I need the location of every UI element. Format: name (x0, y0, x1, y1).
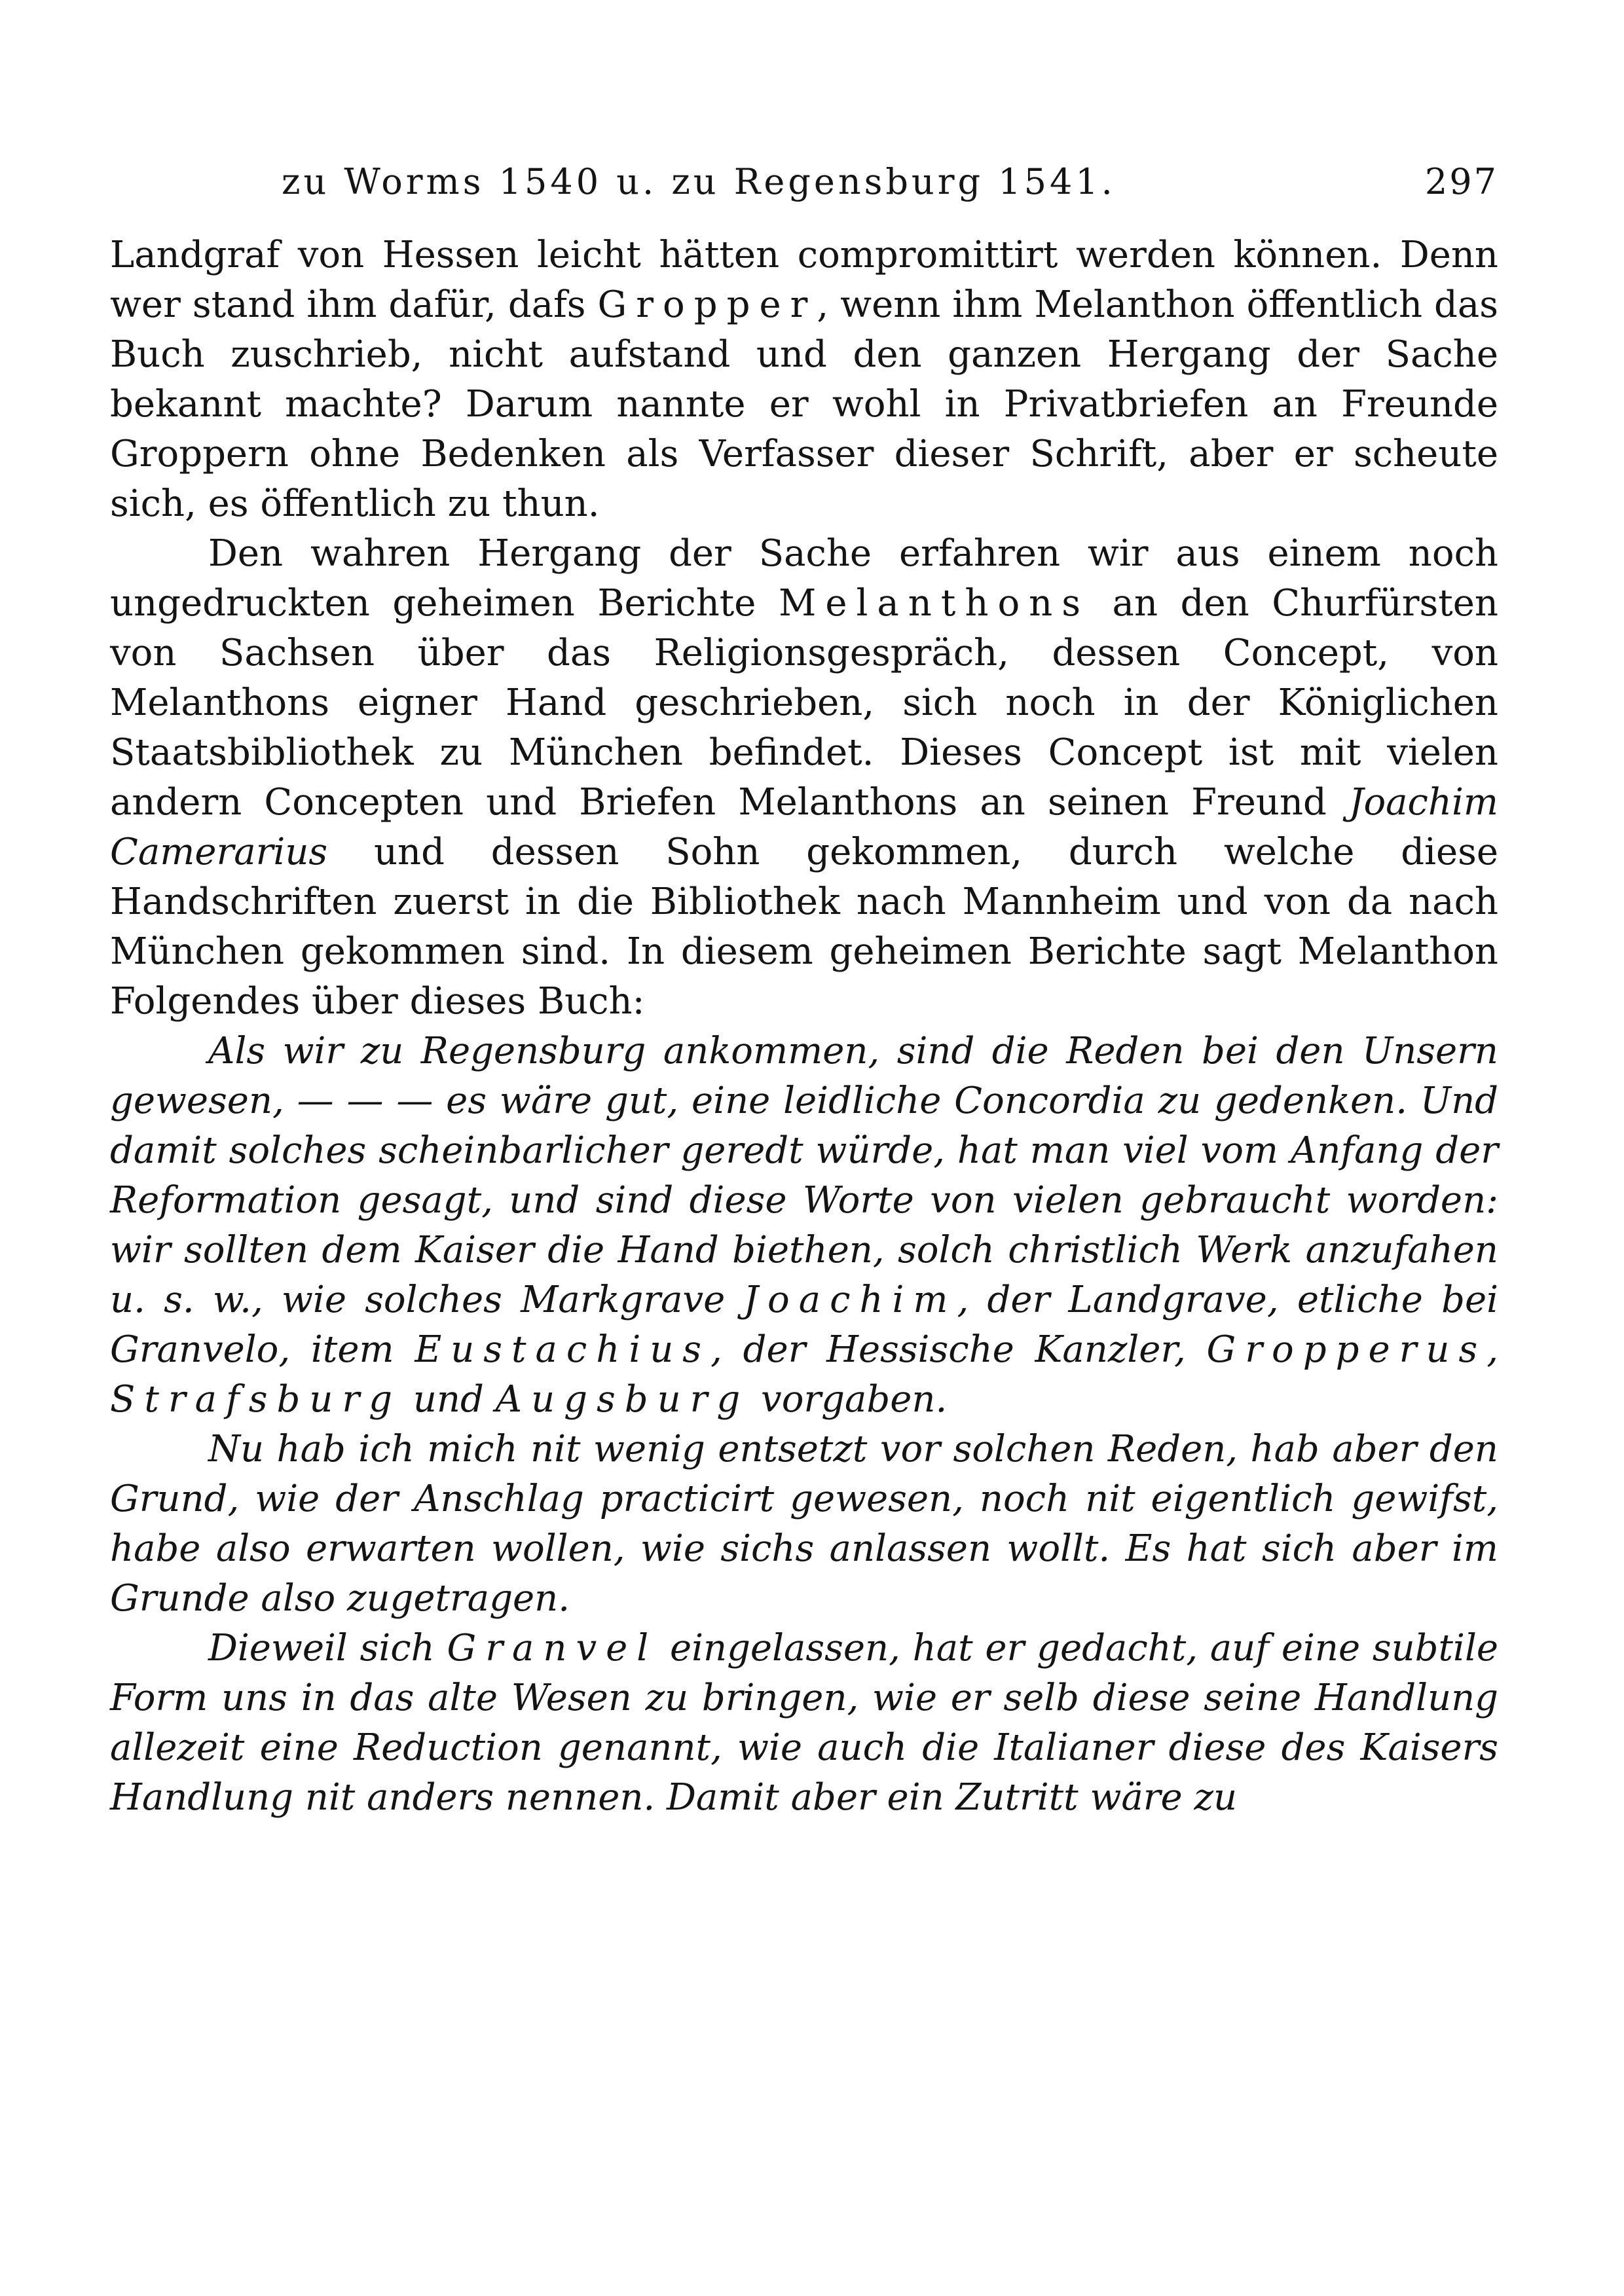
text-segment: , der Landgrave, etliche bei Granvelo, item (110, 1279, 1499, 1371)
text-segment: Gropperus (1206, 1328, 1487, 1371)
text-segment: , der Hessische Kanzler, (710, 1328, 1207, 1371)
text-segment: Gropper (597, 283, 817, 326)
text-segment: Joachim Camerarius (110, 781, 1498, 873)
text-segment: und dessen Sohn gekommen, durch welche diese Handschriften zuerst in die Bibliothek nach Mannheim und von da nach München gekommen sind. In diesem geheimen Berichte sagt Melanthon Folgendes über dieses Buch: (110, 831, 1498, 1023)
text-segment: eingelassen, hat er gedacht, auf eine subtile Form uns in das alte Wesen zu bringen, wie er selb diese seine Handlung allezeit eine Reduction genannt, wie auch die Italianer diese des Kaisers Handlung nit anders nennen. Damit aber ein Zutritt wäre zu (110, 1627, 1498, 1819)
page-number: 297 (1424, 161, 1498, 202)
text-segment: Landgraf von Hessen leicht hätten compromittirt werden können. Denn wer stand ihm dafür, dafs (110, 234, 1498, 326)
text-segment: Augsburg (495, 1378, 750, 1421)
paragraph (110, 230, 1498, 529)
text-segment: Eustachius (415, 1328, 711, 1371)
text-segment: Nu hab ich mich nit wenig entsetzt vor solchen Reden, hab aber den Grund, wie der Anschlag practicirt gewesen, noch nit eigentlich gewifst, habe also erwarten wollen, wie sichs anlassen wollt. Es hat sich aber im Grunde also zugetragen. (110, 1428, 1498, 1620)
text-segment: , wenn ihm Melanthon öffentlich das Buch zuschrieb, nicht aufstand und den ganzen Hergang der Sache bekannt machte? Darum nannte er wohl in Privatbriefen an Freunde Groppern ohne Bedenken als Verfasser dieser Schrift, aber er scheute sich, es öffentlich zu thun. (110, 283, 1498, 525)
text-segment: an den Churfürsten von Sachsen über das Religionsgespräch, dessen Concept, von Melanthons eigner Hand geschrieben, sich noch in der Königlichen Staatsbibliothek zu München befindet. Dieses Concept ist mit vielen andern Concepten und Briefen Melanthons an seinen Freund (110, 582, 1498, 824)
running-head: zu Worms 1540 u. zu Regensburg 1541. (282, 161, 1116, 202)
paragraph (110, 1425, 1498, 1624)
text-segment: Als wir zu Regensburg ankommen, sind die Reden bei den Unsern gewesen, — — — es wäre gut, eine leidliche Concordia zu gedenken. Und damit solches scheinbarlicher geredt würde, hat man viel vom Anfang der Reformation gesagt, und sind diese Worte von vielen gebraucht worden: wir sollten dem Kaiser die Hand biethen, solch christlich Werk anzufahen u. s. w., wie solches Markgrave (110, 1030, 1498, 1321)
paragraph (110, 1027, 1498, 1425)
page-body (110, 230, 1498, 2195)
paragraph (110, 529, 1498, 1027)
text-segment: und (401, 1378, 496, 1421)
text-segment: Melanthons (779, 582, 1090, 625)
text-segment: Strafsburg (110, 1378, 402, 1421)
text-segment: Den wahren Hergang der Sache erfahren wir aus einem noch ungedruckten geheimen Berichte (110, 532, 1498, 625)
text-segment: Granvel (447, 1627, 658, 1669)
text-segment: , (1486, 1328, 1498, 1371)
page-header (282, 156, 1498, 208)
paragraph (110, 1624, 1498, 1823)
text-segment: Joachim (743, 1279, 957, 1321)
text-segment: vorgaben. (749, 1378, 948, 1421)
text-segment: Dieweil sich (208, 1627, 447, 1669)
